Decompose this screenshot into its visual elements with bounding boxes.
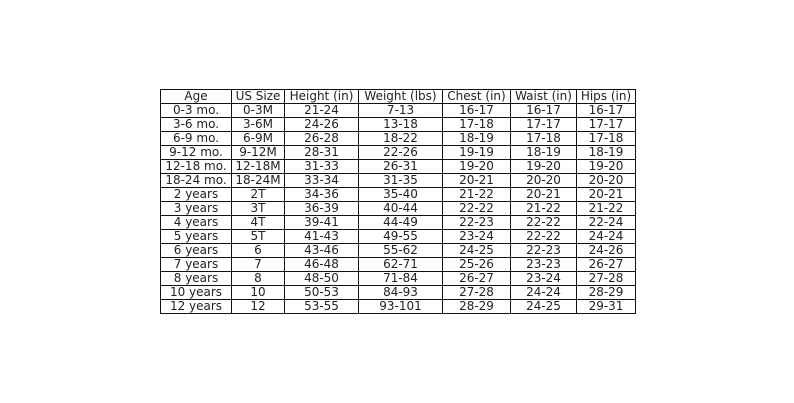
cell-height: 34-36 [285,188,359,202]
cell-height: 39-41 [285,216,359,230]
cell-height: 21-24 [285,104,359,118]
table-row [161,132,636,146]
cell-hips: 26-27 [577,258,636,272]
cell-height: 28-31 [285,146,359,160]
table-row [161,244,636,258]
cell-us-size: 12 [232,300,285,314]
table-row [161,146,636,160]
cell-age: 6 years [161,244,232,258]
cell-waist: 18-19 [511,146,577,160]
cell-us-size: 12-18M [232,160,285,174]
cell-age: 2 years [161,188,232,202]
cell-height: 50-53 [285,286,359,300]
cell-weight: 7-13 [359,104,443,118]
cell-age: 6-9 mo. [161,132,232,146]
cell-weight: 13-18 [359,118,443,132]
cell-chest: 19-19 [443,146,511,160]
cell-waist: 24-25 [511,300,577,314]
header-hips: Hips (in) [577,90,636,104]
cell-weight: 71-84 [359,272,443,286]
cell-weight: 35-40 [359,188,443,202]
cell-chest: 25-26 [443,258,511,272]
cell-weight: 22-26 [359,146,443,160]
cell-height: 26-28 [285,132,359,146]
table-header [161,90,636,104]
table-row [161,188,636,202]
table-row [161,286,636,300]
cell-weight: 93-101 [359,300,443,314]
cell-age: 3-6 mo. [161,118,232,132]
cell-height: 31-33 [285,160,359,174]
cell-height: 43-46 [285,244,359,258]
cell-age: 5 years [161,230,232,244]
cell-hips: 24-26 [577,244,636,258]
cell-us-size: 6 [232,244,285,258]
cell-weight: 62-71 [359,258,443,272]
cell-height: 36-39 [285,202,359,216]
header-waist: Waist (in) [511,90,577,104]
cell-us-size: 10 [232,286,285,300]
cell-chest: 28-29 [443,300,511,314]
cell-hips: 21-22 [577,202,636,216]
cell-waist: 17-18 [511,132,577,146]
cell-us-size: 6-9M [232,132,285,146]
header-us-size: US Size [232,90,285,104]
cell-hips: 24-24 [577,230,636,244]
cell-chest: 19-20 [443,160,511,174]
cell-chest: 27-28 [443,286,511,300]
cell-us-size: 3T [232,202,285,216]
cell-chest: 16-17 [443,104,511,118]
cell-height: 41-43 [285,230,359,244]
table-row [161,272,636,286]
header-age: Age [161,90,232,104]
cell-chest: 26-27 [443,272,511,286]
cell-hips: 17-18 [577,132,636,146]
cell-hips: 22-24 [577,216,636,230]
cell-hips: 29-31 [577,300,636,314]
size-chart-table [160,89,636,314]
table-row [161,174,636,188]
cell-age: 12 years [161,300,232,314]
cell-weight: 84-93 [359,286,443,300]
cell-hips: 20-21 [577,188,636,202]
cell-age: 18-24 mo. [161,174,232,188]
cell-weight: 49-55 [359,230,443,244]
cell-waist: 16-17 [511,104,577,118]
cell-waist: 21-22 [511,202,577,216]
cell-us-size: 9-12M [232,146,285,160]
cell-us-size: 7 [232,258,285,272]
header-height: Height (in) [285,90,359,104]
cell-age: 9-12 mo. [161,146,232,160]
cell-waist: 19-20 [511,160,577,174]
cell-us-size: 18-24M [232,174,285,188]
cell-age: 0-3 mo. [161,104,232,118]
cell-us-size: 3-6M [232,118,285,132]
cell-waist: 22-23 [511,244,577,258]
cell-chest: 22-22 [443,202,511,216]
cell-us-size: 5T [232,230,285,244]
cell-age: 4 years [161,216,232,230]
table-row [161,104,636,118]
cell-age: 8 years [161,272,232,286]
table-row [161,258,636,272]
cell-waist: 24-24 [511,286,577,300]
cell-chest: 24-25 [443,244,511,258]
table-row [161,118,636,132]
cell-hips: 18-19 [577,146,636,160]
cell-chest: 21-22 [443,188,511,202]
cell-chest: 17-18 [443,118,511,132]
cell-us-size: 8 [232,272,285,286]
cell-chest: 18-19 [443,132,511,146]
cell-weight: 55-62 [359,244,443,258]
cell-chest: 22-23 [443,216,511,230]
header-chest: Chest (in) [443,90,511,104]
cell-age: 7 years [161,258,232,272]
header-weight: Weight (lbs) [359,90,443,104]
cell-waist: 17-17 [511,118,577,132]
cell-age: 12-18 mo. [161,160,232,174]
cell-hips: 17-17 [577,118,636,132]
table-row [161,300,636,314]
cell-hips: 28-29 [577,286,636,300]
table-row [161,160,636,174]
cell-waist: 22-22 [511,216,577,230]
cell-weight: 40-44 [359,202,443,216]
cell-hips: 20-20 [577,174,636,188]
cell-hips: 19-20 [577,160,636,174]
table-body [161,104,636,314]
cell-hips: 27-28 [577,272,636,286]
cell-us-size: 4T [232,216,285,230]
cell-height: 48-50 [285,272,359,286]
cell-chest: 20-21 [443,174,511,188]
cell-weight: 44-49 [359,216,443,230]
cell-chest: 23-24 [443,230,511,244]
cell-us-size: 0-3M [232,104,285,118]
cell-height: 24-26 [285,118,359,132]
table-row [161,216,636,230]
cell-age: 10 years [161,286,232,300]
cell-us-size: 2T [232,188,285,202]
cell-weight: 26-31 [359,160,443,174]
cell-height: 53-55 [285,300,359,314]
cell-height: 33-34 [285,174,359,188]
cell-height: 46-48 [285,258,359,272]
table-row [161,202,636,216]
cell-weight: 31-35 [359,174,443,188]
cell-waist: 22-22 [511,230,577,244]
cell-waist: 20-21 [511,188,577,202]
header-row [161,90,636,104]
cell-age: 3 years [161,202,232,216]
cell-waist: 20-20 [511,174,577,188]
cell-hips: 16-17 [577,104,636,118]
table-row [161,230,636,244]
cell-waist: 23-23 [511,258,577,272]
cell-weight: 18-22 [359,132,443,146]
cell-waist: 23-24 [511,272,577,286]
